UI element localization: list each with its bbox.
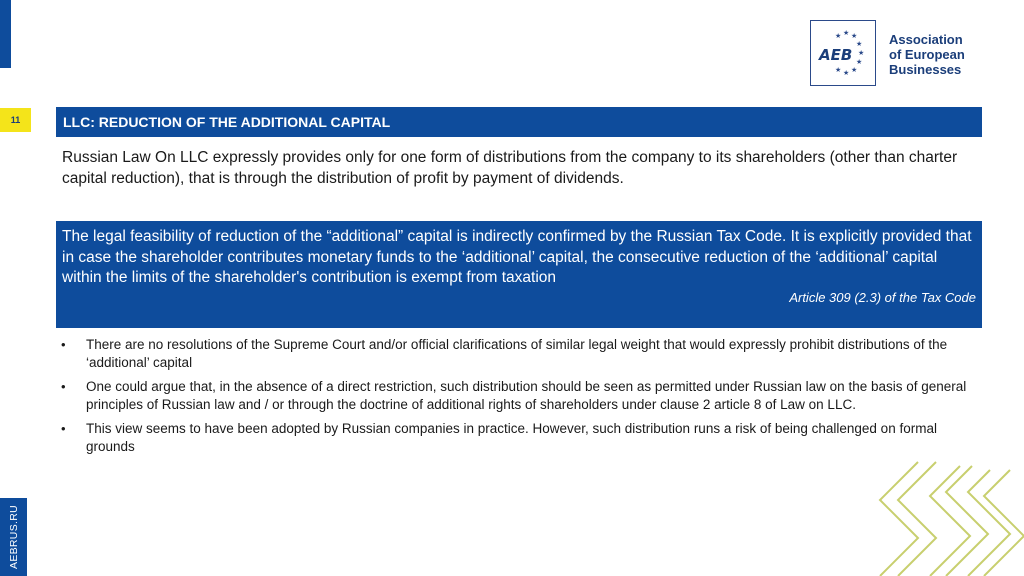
- chevron-decoration-icon: [860, 460, 1024, 576]
- svg-text:★: ★: [851, 32, 858, 40]
- svg-text:★: ★: [856, 58, 863, 66]
- svg-text:★: ★: [856, 40, 863, 48]
- bullet-item: • One could argue that, in the absence of a direct restriction, such distribution should be seen as permitted under Russian law on the basis of general principles of Russian law and / or through the doctrine of additional rights of shareholders under clause 2 article 8 of Law on LLC.: [58, 378, 968, 414]
- bullet-item: • This view seems to have been adopted by Russian companies in practice. However, such distribution runs a risk of being challenged on formal grounds: [58, 420, 968, 456]
- svg-text:★: ★: [851, 66, 858, 74]
- top-left-accent-bar: [0, 0, 11, 68]
- page-number-badge: 11: [0, 108, 31, 132]
- slide-title: LLC: REDUCTION OF THE ADDITIONAL CAPITAL: [56, 107, 982, 137]
- logo-emblem: [810, 20, 876, 86]
- aeb-logo: [810, 20, 980, 90]
- callout-source: Article 309 (2.3) of the Tax Code: [789, 289, 976, 305]
- svg-text:★: ★: [843, 29, 850, 37]
- logo-line-1: Association: [889, 32, 963, 47]
- logo-abbr: AEB: [819, 46, 853, 64]
- logo-wordmark: [889, 32, 965, 77]
- svg-text:★: ★: [835, 32, 842, 40]
- bullet-list: [58, 336, 968, 462]
- svg-text:★: ★: [858, 49, 865, 57]
- website-side-tab: [0, 498, 27, 576]
- website-label: AEBRUS.RU: [7, 505, 20, 569]
- tax-code-callout: [56, 221, 982, 328]
- callout-text: The legal feasibility of reduction of the “additional” capital is indirectly confirmed by the Russian Tax Code. It is explicitly provided that in case the shareholder contributes monetary funds to the ‘additional’ capital, the consecutive reduction of the ‘additional’ capital within the limits of the shareholder's contribution is exempt from taxation: [62, 228, 972, 286]
- stars-emblem-icon: [811, 21, 877, 87]
- bullet-item: • There are no resolutions of the Supreme Court and/or official clarifications of similar legal weight that would expressly prohibit distributions of the ‘additional’ capital: [58, 336, 968, 372]
- svg-text:★: ★: [843, 69, 850, 77]
- logo-line-2: of European: [889, 47, 965, 62]
- svg-text:★: ★: [835, 66, 842, 74]
- logo-line-3: Businesses: [889, 62, 962, 77]
- intro-paragraph: Russian Law On LLC expressly provides only for one form of distributions from the company to its shareholders (other than charter capital reduction), that is through the distribution of profit by payment of dividends.: [62, 149, 958, 187]
